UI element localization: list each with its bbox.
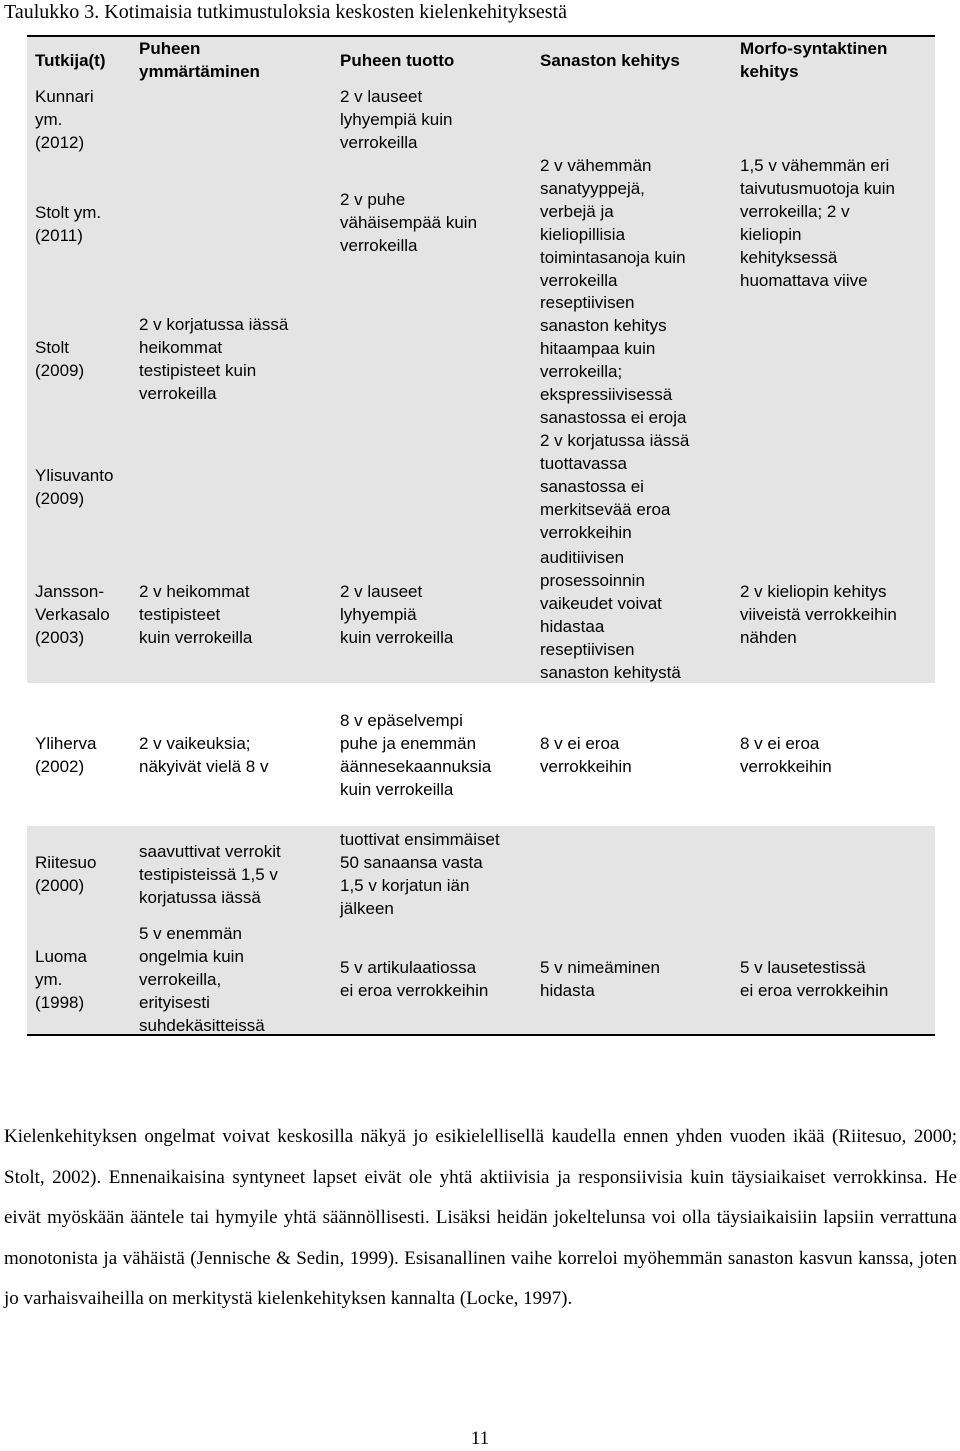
header-morphosyntax: Morfo-syntaktinen kehitys — [740, 39, 888, 81]
production-cell: 8 v epäselvempi puhe ja enemmän äännesekaannuksia kuin verrokeilla — [340, 711, 492, 799]
morphosyntax-cell: 8 v ei eroa verrokkeihin — [740, 734, 832, 776]
researcher-cell: Ylisuvanto (2009) — [35, 466, 114, 508]
header-researcher: Tutkija(t) — [35, 51, 106, 70]
production-cell: 5 v artikulaatiossa ei eroa verrokkeihin — [340, 958, 489, 1000]
morphosyntax-cell: 5 v lausetestissä ei eroa verrokkeihin — [740, 958, 889, 1000]
morphosyntax-cell: 2 v kieliopin kehitys viiveistä verrokkeihin nähden — [740, 582, 897, 647]
vocabulary-cell: 2 v korjatussa iässä tuottavassa sanastossa ei merkitsevää eroa verrokkeihin — [540, 431, 690, 542]
production-cell: tuottivat ensimmäiset 50 sanaansa vasta 1,5 v korjatun iän jälkeen — [340, 830, 500, 918]
vocabulary-cell: reseptiivisen sanaston kehitys hitaampaa kuin verrokeilla; ekspressiivisessä sanastossa ei eroja — [540, 293, 687, 427]
header-vocabulary: Sanaston kehitys — [540, 51, 680, 70]
researcher-cell: Kunnari ym. (2012) — [35, 87, 94, 152]
vocabulary-cell: 8 v ei eroa verrokkeihin — [540, 734, 632, 776]
morphosyntax-cell: 1,5 v vähemmän eri taivutusmuotoja kuin verrokeilla; 2 v kieliopin kehityksessä huomattava viive — [740, 156, 895, 290]
researcher-cell: Stolt (2009) — [35, 338, 85, 380]
researcher-cell: Jansson- Verkasalo (2003) — [35, 582, 110, 647]
researcher-cell: Yliherva (2002) — [35, 734, 97, 776]
researcher-cell: Luoma ym. (1998) — [35, 947, 87, 1012]
vocabulary-cell: auditiivisen prosessoinnin vaikeudet voivat hidastaa reseptiivisen sanaston kehitystä — [540, 548, 681, 682]
table-caption: Taulukko 3. Kotimaisia tutkimustuloksia keskosten kielenkehityksestä — [4, 1, 567, 23]
production-cell: 2 v lauseet lyhyempiä kuin verrokeilla — [340, 582, 454, 647]
comprehension-cell: 5 v enemmän ongelmia kuin verrokeilla, erityisesti suhdekäsitteissä — [139, 924, 265, 1035]
vocabulary-cell: 5 v nimeäminen hidasta — [540, 958, 661, 1000]
researcher-cell: Riitesuo (2000) — [35, 853, 97, 895]
comprehension-cell: 2 v korjatussa iässä heikommat testipisteet kuin verrokeilla — [139, 315, 289, 403]
page-number: 11 — [470, 1428, 490, 1449]
production-cell: 2 v lauseet lyhyempiä kuin verrokeilla — [340, 87, 453, 152]
comprehension-cell: saavuttivat verrokit testipisteissä 1,5 v korjatussa iässä — [139, 842, 281, 907]
header-comprehension: Puheen ymmärtäminen — [139, 39, 260, 81]
comprehension-cell: 2 v vaikeuksia; näkyivät vielä 8 v — [139, 734, 269, 776]
header-production: Puheen tuotto — [340, 51, 455, 70]
production-cell: 2 v puhe vähäisempää kuin verrokeilla — [340, 190, 478, 255]
researcher-cell: Stolt ym. (2011) — [35, 203, 102, 245]
comprehension-cell: 2 v heikommat testipisteet kuin verrokeilla — [139, 582, 253, 647]
vocabulary-cell: 2 v vähemmän sanatyyppejä, verbejä ja kieliopillisia toimintasanoja kuin verrokeilla — [540, 156, 686, 290]
body-paragraph-text: Kielenkehityksen ongelmat voivat keskosilla näkyä jo esikielellisellä kaudella ennen yhden vuoden ikää (Riitesuo, 2000; Stolt, 2002). Ennenaikaisina syntyneet lapset eivät ole yhtä aktiivisia ja responsiivisia kuin täysiaikaiset verrokkinsa. He eivät myöskään ääntele tai hymyile yhtä säännöllisesti. Lisäksi heidän jokeltelunsa voi olla täysiaikaisiin lapsiin verrattuna monotonista ja vähäistä (Jennische & Sedin, 1999). Esisanallinen vaihe korreloi myöhemmän sanaston kasvun kanssa, joten jo varhaisvaiheilla on merkitystä kielenkehityksen kannalta (Locke, 1997). — [4, 1126, 957, 1309]
body-paragraph — [4, 1117, 957, 1320]
